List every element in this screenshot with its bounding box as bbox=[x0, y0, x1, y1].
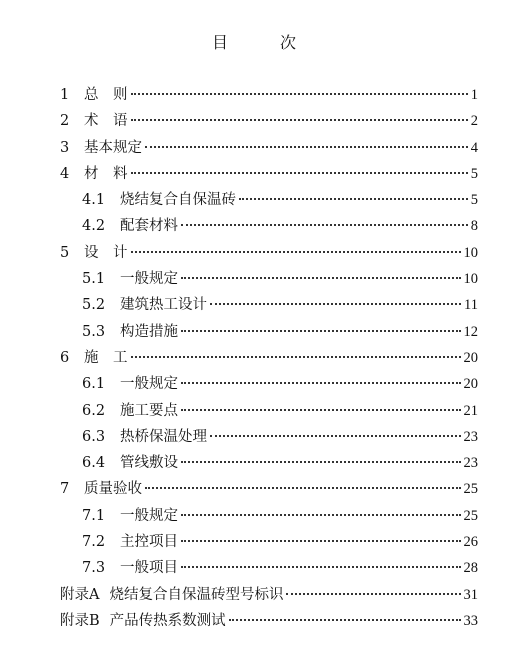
toc-entry-number: 4.2 bbox=[82, 218, 106, 235]
toc-entry-page-number: 4 bbox=[470, 139, 478, 156]
toc-entry-number: 4.1 bbox=[82, 192, 106, 209]
dot-leader bbox=[181, 382, 461, 384]
toc-entry-label: 基本规定 bbox=[84, 139, 142, 156]
toc-entry-page-number: 1 bbox=[470, 87, 478, 103]
toc-entry-number: 7 bbox=[60, 481, 70, 498]
dot-leader bbox=[131, 172, 468, 174]
toc-entry bbox=[60, 450, 478, 476]
toc-entry-page-number: 23 bbox=[463, 428, 478, 445]
toc-entry-page-number: 31 bbox=[463, 586, 478, 603]
toc-entry-number: 7.1 bbox=[82, 507, 106, 524]
toc-entry-label: 产品传热系数测试 bbox=[109, 612, 226, 629]
toc-entry-number: 附录B bbox=[60, 612, 100, 629]
dot-leader bbox=[239, 198, 468, 200]
toc-entry-label: 烧结复合自保温砖型号标识 bbox=[109, 586, 284, 603]
toc-entry bbox=[60, 345, 478, 371]
toc-entry-page-number: 33 bbox=[463, 612, 478, 629]
toc-entry bbox=[60, 555, 478, 581]
dot-leader bbox=[181, 540, 461, 542]
toc-entry-number: 6 bbox=[60, 349, 70, 366]
toc-entry-label: 施工要点 bbox=[120, 402, 178, 419]
dot-leader bbox=[131, 251, 461, 253]
toc-entry-number: 6.1 bbox=[82, 376, 106, 393]
table-of-contents bbox=[60, 82, 478, 634]
dot-leader bbox=[181, 224, 468, 226]
toc-entry-page-number: 10 bbox=[463, 271, 478, 288]
toc-entry-page-number: 20 bbox=[463, 376, 478, 393]
toc-entry bbox=[60, 398, 478, 424]
toc-entry bbox=[60, 582, 478, 608]
toc-entry-number: 5 bbox=[60, 244, 70, 261]
toc-entry-label: 总 则 bbox=[84, 87, 128, 103]
toc-entry bbox=[60, 608, 478, 634]
toc-entry-number: 2 bbox=[60, 113, 70, 130]
toc-entry-label: 建筑热工设计 bbox=[120, 297, 207, 314]
toc-entry bbox=[60, 503, 478, 529]
toc-entry-number: 6.2 bbox=[82, 402, 106, 419]
toc-entry-page-number: 23 bbox=[463, 455, 478, 472]
toc-entry-number: 附录A bbox=[60, 586, 100, 603]
toc-entry-page-number: 5 bbox=[470, 165, 478, 182]
dot-leader bbox=[145, 487, 461, 489]
toc-entry-page-number: 25 bbox=[463, 507, 478, 524]
dot-leader bbox=[145, 146, 468, 148]
toc-entry-page-number: 5 bbox=[470, 192, 478, 209]
dot-leader bbox=[210, 435, 461, 437]
toc-entry-number: 1 bbox=[60, 87, 70, 103]
toc-entry-label: 配套材料 bbox=[120, 218, 178, 235]
toc-entry-page-number: 8 bbox=[470, 218, 478, 235]
toc-entry-page-number: 26 bbox=[463, 534, 478, 551]
toc-entry-label: 构造措施 bbox=[120, 323, 178, 340]
dot-leader bbox=[229, 619, 461, 621]
dot-leader bbox=[181, 277, 461, 279]
dot-leader bbox=[181, 409, 461, 411]
toc-entry-label: 施 工 bbox=[84, 349, 128, 366]
toc-title: 目 次 bbox=[211, 33, 314, 52]
toc-entry-page-number: 25 bbox=[463, 481, 478, 498]
toc-entry-page-number: 10 bbox=[463, 244, 478, 261]
toc-entry-number: 7.2 bbox=[82, 534, 106, 551]
toc-entry-number: 6.4 bbox=[82, 455, 106, 472]
toc-entry bbox=[60, 371, 478, 397]
toc-entry bbox=[60, 240, 478, 266]
dot-leader bbox=[181, 461, 461, 463]
toc-entry bbox=[60, 135, 478, 161]
dot-leader bbox=[131, 356, 461, 358]
toc-entry bbox=[60, 292, 478, 318]
toc-entry-page-number: 20 bbox=[463, 349, 478, 366]
toc-entry-label: 材 料 bbox=[84, 165, 128, 182]
toc-entry-label: 一般项目 bbox=[120, 560, 178, 577]
toc-entry bbox=[60, 108, 478, 134]
toc-entry bbox=[60, 82, 478, 108]
dot-leader bbox=[131, 119, 468, 121]
toc-entry-label: 术 语 bbox=[84, 113, 128, 130]
toc-entry-number: 7.3 bbox=[82, 560, 106, 577]
toc-entry bbox=[60, 161, 478, 187]
toc-entry-number: 5.2 bbox=[82, 297, 106, 314]
toc-entry bbox=[60, 424, 478, 450]
toc-entry-number: 4 bbox=[60, 165, 70, 182]
dot-leader bbox=[181, 566, 461, 568]
dot-leader bbox=[286, 593, 460, 595]
dot-leader bbox=[131, 93, 468, 95]
toc-entry-page-number: 2 bbox=[470, 113, 478, 130]
toc-entry bbox=[60, 476, 478, 502]
toc-entry-page-number: 12 bbox=[463, 323, 478, 340]
toc-entry-label: 热桥保温处理 bbox=[120, 428, 207, 445]
dot-leader bbox=[181, 330, 461, 332]
toc-entry-label: 设 计 bbox=[84, 244, 128, 261]
toc-entry-page-number: 28 bbox=[463, 560, 478, 577]
toc-entry-label: 一般规定 bbox=[120, 271, 178, 288]
toc-entry-number: 3 bbox=[60, 139, 70, 156]
toc-entry-label: 质量验收 bbox=[84, 481, 142, 498]
dot-leader bbox=[210, 303, 461, 305]
toc-entry-number: 6.3 bbox=[82, 428, 106, 445]
toc-entry-number: 5.1 bbox=[82, 271, 106, 288]
dot-leader bbox=[181, 514, 461, 516]
toc-entry-label: 管线敷设 bbox=[120, 455, 178, 472]
toc-entry-page-number: 11 bbox=[464, 297, 478, 314]
toc-entry bbox=[60, 187, 478, 213]
toc-entry-number: 5.3 bbox=[82, 323, 106, 340]
toc-entry bbox=[60, 529, 478, 555]
toc-entry-label: 一般规定 bbox=[120, 507, 178, 524]
toc-entry-label: 烧结复合自保温砖 bbox=[120, 192, 236, 209]
toc-entry-label: 一般规定 bbox=[120, 376, 178, 393]
toc-entry bbox=[60, 319, 478, 345]
toc-entry bbox=[60, 213, 478, 239]
toc-entry-label: 主控项目 bbox=[120, 534, 178, 551]
toc-entry-page-number: 21 bbox=[463, 402, 478, 419]
toc-entry bbox=[60, 266, 478, 292]
